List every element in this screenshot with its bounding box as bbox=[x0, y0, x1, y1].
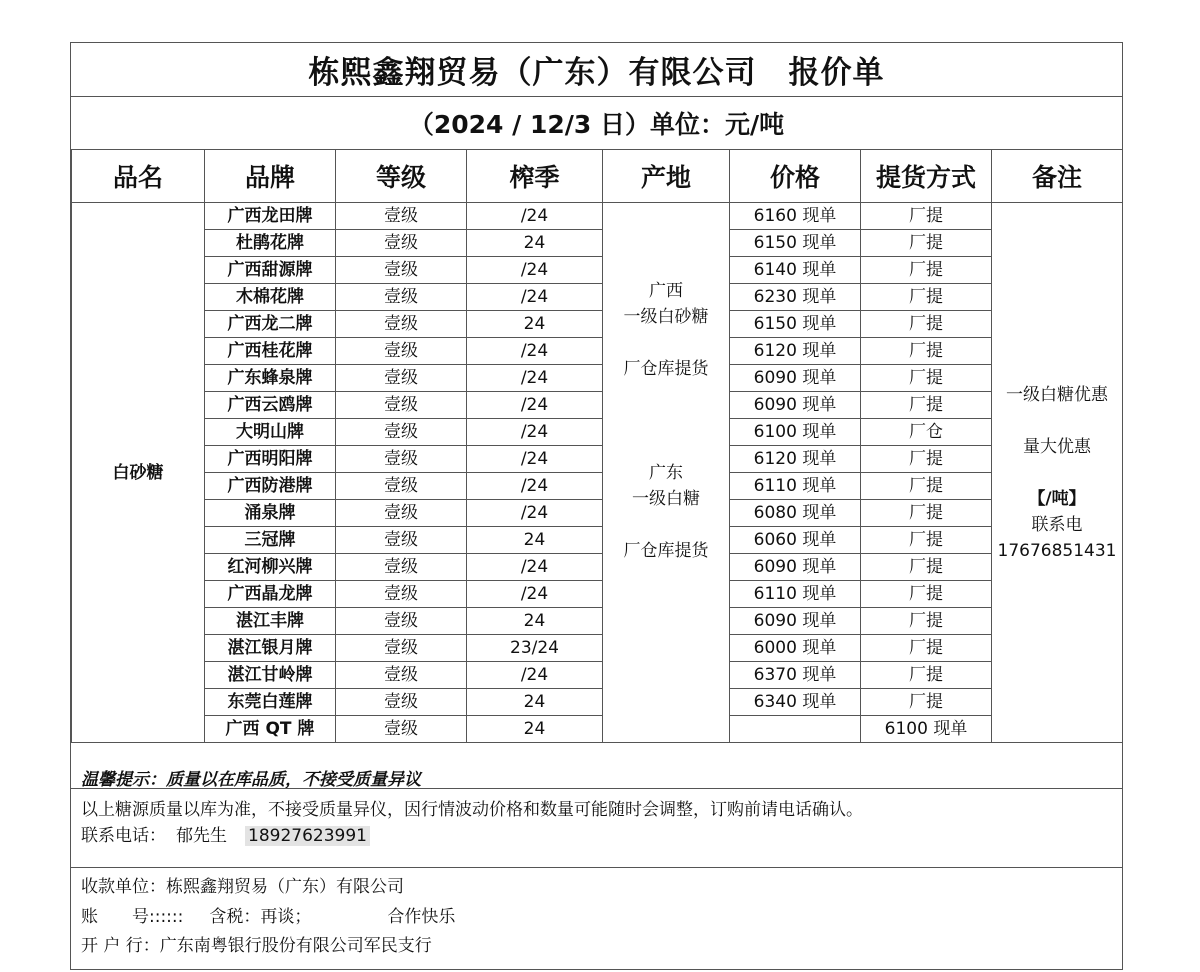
season-cell: /24 bbox=[467, 392, 603, 419]
grade-cell: 壹级 bbox=[336, 365, 467, 392]
pickup-cell: 厂提 bbox=[861, 230, 992, 257]
price-cell: 6370 现单 bbox=[730, 662, 861, 689]
price-cell: 6150 现单 bbox=[730, 311, 861, 338]
grade-cell: 壹级 bbox=[336, 446, 467, 473]
table-row bbox=[72, 203, 1123, 230]
grade-cell: 壹级 bbox=[336, 608, 467, 635]
origin-gx-region: 广西 bbox=[649, 280, 683, 301]
divider bbox=[71, 788, 1122, 789]
price-table bbox=[71, 149, 1123, 743]
brand-cell: 湛江甘岭牌 bbox=[205, 662, 336, 689]
pickup-cell: 厂提 bbox=[861, 257, 992, 284]
table-row bbox=[72, 311, 1123, 338]
bank-line: 开 户 行：广东南粤银行股份有限公司军民支行 bbox=[81, 936, 432, 956]
grade-cell: 壹级 bbox=[336, 419, 467, 446]
price-cell: 6120 现单 bbox=[730, 446, 861, 473]
divider bbox=[71, 867, 1122, 868]
grade-cell: 壹级 bbox=[336, 500, 467, 527]
season-cell: 24 bbox=[467, 230, 603, 257]
pickup-cell: 厂提 bbox=[861, 581, 992, 608]
season-cell: /24 bbox=[467, 662, 603, 689]
pickup-cell: 厂提 bbox=[861, 635, 992, 662]
grade-cell: 壹级 bbox=[336, 284, 467, 311]
table-row bbox=[72, 581, 1123, 608]
payee-line: 收款单位：栋熙鑫翔贸易（广东）有限公司 bbox=[81, 877, 404, 897]
season-cell: /24 bbox=[467, 446, 603, 473]
season-cell: 23/24 bbox=[467, 635, 603, 662]
pickup-cell: 厂提 bbox=[861, 284, 992, 311]
grade-cell: 壹级 bbox=[336, 662, 467, 689]
pickup-cell: 厂提 bbox=[861, 608, 992, 635]
pickup-cell: 厂提 bbox=[861, 365, 992, 392]
contact-name: 郁先生 bbox=[176, 826, 227, 846]
pickup-cell: 厂提 bbox=[861, 527, 992, 554]
grade-cell: 壹级 bbox=[336, 527, 467, 554]
price-cell: 6090 现单 bbox=[730, 392, 861, 419]
brand-cell: 广西甜源牌 bbox=[205, 257, 336, 284]
date-unit-line: （2024 / 12/3 日）单位：元/吨 bbox=[408, 109, 785, 139]
grade-cell: 壹级 bbox=[336, 554, 467, 581]
brand-cell: 红河柳兴牌 bbox=[205, 554, 336, 581]
table-row bbox=[72, 608, 1123, 635]
pickup-cell: 厂提 bbox=[861, 554, 992, 581]
grade-cell: 壹级 bbox=[336, 689, 467, 716]
brand-cell: 广西晶龙牌 bbox=[205, 581, 336, 608]
table-row bbox=[72, 473, 1123, 500]
column-header: 备注 bbox=[992, 150, 1123, 203]
brand-cell: 广东蜂泉牌 bbox=[205, 365, 336, 392]
season-cell: /24 bbox=[467, 203, 603, 230]
season-cell: /24 bbox=[467, 500, 603, 527]
pickup-cell: 厂提 bbox=[861, 446, 992, 473]
brand-cell: 杜鹃花牌 bbox=[205, 230, 336, 257]
table-row bbox=[72, 257, 1123, 284]
table-row bbox=[72, 689, 1123, 716]
account-label: 账 号:::::: bbox=[81, 907, 184, 927]
brand-cell: 涌泉牌 bbox=[205, 500, 336, 527]
pickup-cell: 厂提 bbox=[861, 338, 992, 365]
quality-tip: 温馨提示：质量以在库品质，不接受质量异议 bbox=[81, 770, 421, 790]
pickup-cell: 厂提 bbox=[861, 311, 992, 338]
page-title: 栋熙鑫翔贸易（广东）有限公司 报价单 bbox=[308, 55, 885, 91]
table-row bbox=[72, 230, 1123, 257]
table-row bbox=[72, 392, 1123, 419]
price-cell: 6100 现单 bbox=[861, 716, 992, 743]
price-cell: 6090 现单 bbox=[730, 608, 861, 635]
origin-gd-pickup: 厂仓库提货 bbox=[623, 540, 709, 561]
product-name: 白砂糖 bbox=[72, 203, 205, 743]
price-cell: 6230 现单 bbox=[730, 284, 861, 311]
price-cell: 6140 现单 bbox=[730, 257, 861, 284]
grade-cell: 壹级 bbox=[336, 230, 467, 257]
price-cell: 6110 现单 bbox=[730, 473, 861, 500]
table-row bbox=[72, 527, 1123, 554]
price-cell: 6160 现单 bbox=[730, 203, 861, 230]
season-cell: 24 bbox=[467, 716, 603, 743]
brand-cell: 广西 QT 牌 bbox=[205, 716, 336, 743]
table-row bbox=[72, 662, 1123, 689]
pickup-cell: 厂提 bbox=[861, 500, 992, 527]
pickup-cell: 厂提 bbox=[861, 392, 992, 419]
table-row bbox=[72, 635, 1123, 662]
contact-line bbox=[81, 821, 370, 846]
brand-cell: 广西桂花牌 bbox=[205, 338, 336, 365]
origin-cell bbox=[603, 203, 730, 743]
brand-cell: 木棉花牌 bbox=[205, 284, 336, 311]
season-cell: /24 bbox=[467, 284, 603, 311]
pickup-cell: 厂仓 bbox=[861, 419, 992, 446]
season-cell: /24 bbox=[467, 365, 603, 392]
notes-phone: 17676851431 bbox=[997, 540, 1117, 561]
grade-cell: 壹级 bbox=[336, 581, 467, 608]
brand-cell: 广西防港牌 bbox=[205, 473, 336, 500]
notes-cell bbox=[992, 203, 1123, 743]
table-row bbox=[72, 554, 1123, 581]
price-cell: 6080 现单 bbox=[730, 500, 861, 527]
column-header: 提货方式 bbox=[861, 150, 992, 203]
column-header: 产地 bbox=[603, 150, 730, 203]
origin-gx-pickup: 厂仓库提货 bbox=[623, 358, 709, 379]
table-row bbox=[72, 365, 1123, 392]
grade-cell: 壹级 bbox=[336, 203, 467, 230]
pickup-cell: 厂提 bbox=[861, 662, 992, 689]
brand-cell: 广西明阳牌 bbox=[205, 446, 336, 473]
brand-cell: 广西云鸥牌 bbox=[205, 392, 336, 419]
price-cell: 6100 现单 bbox=[730, 419, 861, 446]
notes-contact-label: 联系电 bbox=[1031, 514, 1083, 535]
quotation-sheet bbox=[70, 42, 1123, 970]
brand-cell: 大明山牌 bbox=[205, 419, 336, 446]
table-row bbox=[72, 500, 1123, 527]
account-line bbox=[81, 902, 455, 927]
column-header: 等级 bbox=[336, 150, 467, 203]
price-cell: 6340 现单 bbox=[730, 689, 861, 716]
pickup-cell: 厂提 bbox=[861, 473, 992, 500]
notes-unit: 【/吨】 bbox=[1028, 488, 1086, 509]
grade-cell: 壹级 bbox=[336, 716, 467, 743]
price-cell: 6150 现单 bbox=[730, 230, 861, 257]
season-cell: /24 bbox=[467, 419, 603, 446]
table-row bbox=[72, 419, 1123, 446]
column-header: 榨季 bbox=[467, 150, 603, 203]
table-row bbox=[72, 716, 1123, 743]
brand-cell: 湛江丰牌 bbox=[205, 608, 336, 635]
column-header: 品牌 bbox=[205, 150, 336, 203]
cooperation-text: 合作快乐 bbox=[387, 907, 456, 927]
price-cell: 6110 现单 bbox=[730, 581, 861, 608]
season-cell: 24 bbox=[467, 311, 603, 338]
contact-label: 联系电话： bbox=[81, 826, 166, 846]
grade-cell: 壹级 bbox=[336, 392, 467, 419]
brand-cell: 广西龙二牌 bbox=[205, 311, 336, 338]
season-cell: 24 bbox=[467, 527, 603, 554]
price-cell: 6060 现单 bbox=[730, 527, 861, 554]
origin-empty-cell bbox=[730, 716, 861, 743]
column-header: 价格 bbox=[730, 150, 861, 203]
grade-cell: 壹级 bbox=[336, 473, 467, 500]
season-cell: /24 bbox=[467, 554, 603, 581]
notes-volume-discount: 量大优惠 bbox=[1023, 436, 1091, 457]
table-header-row bbox=[72, 150, 1123, 203]
origin-gd-product: 一级白糖 bbox=[632, 488, 700, 509]
price-cell: 6120 现单 bbox=[730, 338, 861, 365]
season-cell: /24 bbox=[467, 257, 603, 284]
contact-phone: 18927623991 bbox=[245, 826, 370, 846]
grade-cell: 壹级 bbox=[336, 257, 467, 284]
grade-cell: 壹级 bbox=[336, 338, 467, 365]
price-cell: 6090 现单 bbox=[730, 554, 861, 581]
price-cell: 6000 现单 bbox=[730, 635, 861, 662]
brand-cell: 东莞白莲牌 bbox=[205, 689, 336, 716]
season-cell: /24 bbox=[467, 581, 603, 608]
season-cell: /24 bbox=[467, 338, 603, 365]
brand-cell: 湛江银月牌 bbox=[205, 635, 336, 662]
notes-discount: 一级白糖优惠 bbox=[1006, 384, 1108, 405]
table-row bbox=[72, 446, 1123, 473]
origin-gd-region: 广东 bbox=[649, 462, 683, 483]
grade-cell: 壹级 bbox=[336, 311, 467, 338]
price-cell: 6090 现单 bbox=[730, 365, 861, 392]
table-row bbox=[72, 338, 1123, 365]
disclaimer-text: 以上糖源质量以库为准，不接受质量异仪，因行情波动价格和数量可能随时会调整，订购前请电话确认。 bbox=[81, 800, 863, 820]
brand-cell: 三冠牌 bbox=[205, 527, 336, 554]
origin-gx-product: 一级白砂糖 bbox=[623, 306, 709, 327]
pickup-cell: 厂提 bbox=[861, 203, 992, 230]
season-cell: 24 bbox=[467, 689, 603, 716]
grade-cell: 壹级 bbox=[336, 635, 467, 662]
season-cell: /24 bbox=[467, 473, 603, 500]
table-row bbox=[72, 284, 1123, 311]
season-cell: 24 bbox=[467, 608, 603, 635]
column-header: 品名 bbox=[72, 150, 205, 203]
tax-info: 含税：再谈； bbox=[209, 907, 312, 927]
brand-cell: 广西龙田牌 bbox=[205, 203, 336, 230]
pickup-cell: 厂提 bbox=[861, 689, 992, 716]
